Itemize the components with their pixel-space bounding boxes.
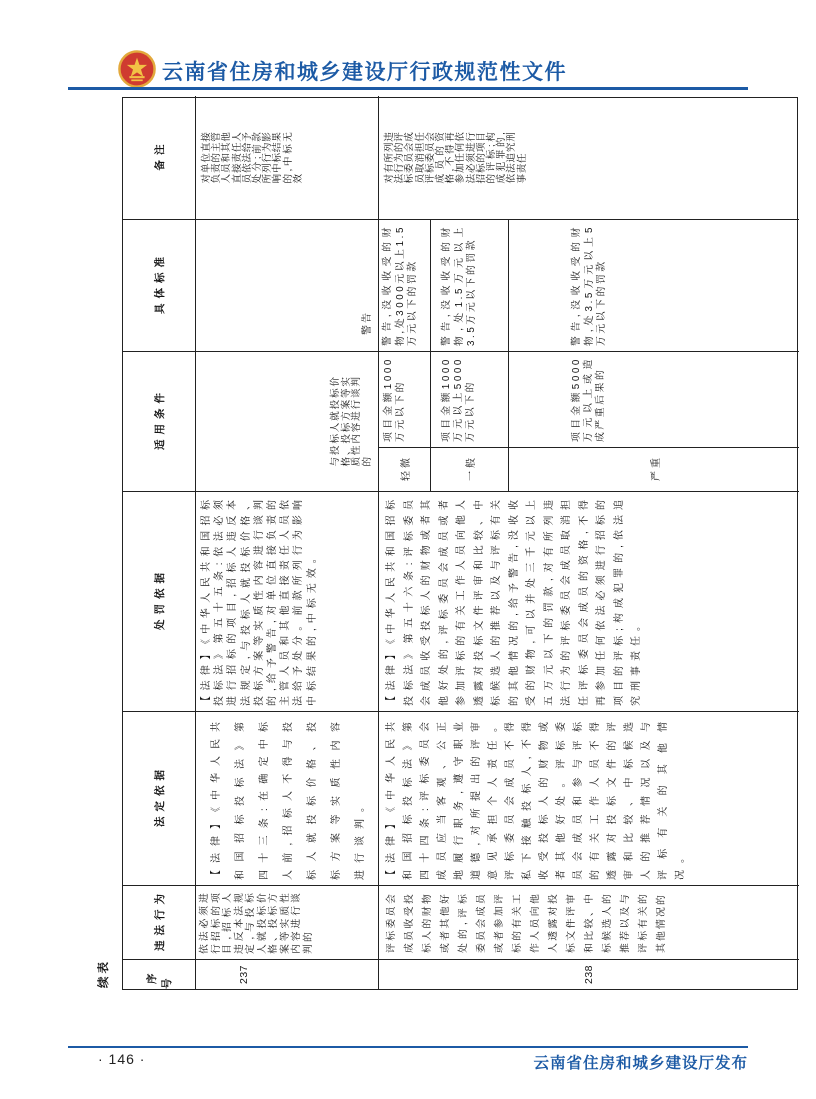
publisher-label: 云南省住房和城乡建设厅发布 — [533, 1055, 748, 1072]
col-header-serial: 序号 — [123, 959, 196, 989]
row-238-legal-basis: 【法律】《中华人民共和国招标投标法》第四十四条:评标委员会成员应当客观、公正地履行职务,遵守职业道德,对所提出的评审意见承担个人责任。评标委员会成员不得私下接触投标人,不得收受投标人的财物或者其他好处。评标委员会成员和参与评标的有关工作人员不得透露对投标文件的评审和比较、中标候选人的推荐情况以及与评标有关的其他情况。 — [379, 711, 799, 885]
row-237-remark-text: 对单位直接负责的主管人员和其他直接责任人员依法给予处分;前款所列行为影响中标结果的,中标无效 — [201, 131, 304, 184]
row-237-legal-basis: 【法律】《中华人民共和国招标投标法》第四十三条:在确定中标人前,招标人不得与投标人就投标价格、投标方案等实质性内容进行谈判。 — [196, 711, 379, 885]
row-238-remark-text: 对有所列违法行为的评标委员会成员取消担任评标委员会成员的资格,不得再参加任何依法必须进行招标的项目的评标;构成犯罪的,依法追究刑事责任 — [384, 131, 528, 184]
col-header-standards: 具体标准 — [123, 219, 196, 351]
tier-general-standard: 警告,没收收受的财物,处1.5万元以上3.5万元以下的罚款 — [431, 219, 509, 351]
row-238-violation: 评标委员会成员收受投标人的财物或者其他好处的,评标委员会成员或者参加评标的有关工作人员向他人透露对投标文件评审和比较、中标候选人的推荐以及与评标有关的其他情况的 — [379, 885, 799, 959]
row-238-penalty-basis: 【法律】《中华人民共和国招标投标法》第五十六条:评标委员会成员收受投标人的财物或者其他好处的,评标委员会成员或者参加评标的有关工作人员向他人透露对投标文件评审和比较、中标候选人的推荐以及与评标有关的其他情况的,给予警告,没收收受的财物,可以并处三千元以上五万元以下的罚款,对有所列违法行为的评标委员会成员取消担任评标委员会成员的资格,不得再参加任何依法必须进行招标的项目的评标;构成犯罪的,依法追究刑事责任。 — [379, 491, 799, 711]
row-237-serial: 237 — [196, 959, 379, 989]
title-rule — [68, 87, 748, 90]
row-237-violation: 依法必须进行招标的项目,招标人违反本法规定,与投标人就投标价格、投标方案等实质性内容进行谈判的 — [196, 885, 379, 959]
row-237-penalty-basis: 【法律】《中华人民共和国招标投标法》第五十五条:依法必须进行招标的项目,招标人违反本法规定,与投标人就投标价格、投标方案等实质性内容进行谈判的,给予警告,对单位直接负责的主管人员和其他直接责任人员依法给予处分。前款所列行为影响中标结果的,中标无效。 — [196, 491, 379, 711]
tier-severe-condition: 项目金额5000万元以上或造成严重后果的 — [509, 351, 799, 447]
row-237-standard — [196, 219, 379, 351]
continued-table-label: 续表 — [98, 959, 110, 988]
row-237-standard-text: 警告 — [362, 311, 373, 335]
row-237-remark — [196, 96, 379, 219]
tier-severe-label: 严重 — [509, 447, 799, 491]
tier-severe-standard: 警告,没收收受的财物,处3.5万元以上5万元以下的罚款 — [509, 219, 799, 351]
page-title: 云南省住房和城乡建设厅行政规范性文件 — [162, 61, 567, 84]
rotated-table-layer — [95, 97, 798, 990]
row-237-condition — [196, 351, 379, 491]
col-header-remark: 备注 — [123, 96, 196, 219]
row-238-remark — [379, 96, 799, 219]
tier-general-condition: 项目金额1000万元以上5000万元以下的 — [431, 351, 509, 447]
tier-general-label: 一般 — [431, 447, 509, 491]
page-number: · 146 · — [98, 1051, 146, 1067]
national-emblem-icon — [118, 50, 156, 88]
penalty-standards-table — [122, 97, 798, 990]
masthead — [0, 0, 816, 95]
col-header-violation: 违法行为 — [123, 885, 196, 959]
col-header-legal-basis: 法定依据 — [123, 711, 196, 885]
footer-rule — [68, 1046, 748, 1048]
col-header-conditions: 适用条件 — [123, 351, 196, 491]
tier-minor-standard: 警告,没收收受的财物,处3000元以上1.5万元以下的罚款 — [379, 219, 431, 351]
tier-minor-label: 轻微 — [379, 447, 431, 491]
tier-minor-condition: 项目金额1000万元以下的 — [379, 351, 431, 447]
row-237-condition-text: 与投标人就投标价格、投标方案等实质性内容进行谈判的 — [330, 376, 373, 467]
col-header-penalty-basis: 处罚依据 — [123, 491, 196, 711]
row-238-serial: 238 — [379, 959, 799, 989]
